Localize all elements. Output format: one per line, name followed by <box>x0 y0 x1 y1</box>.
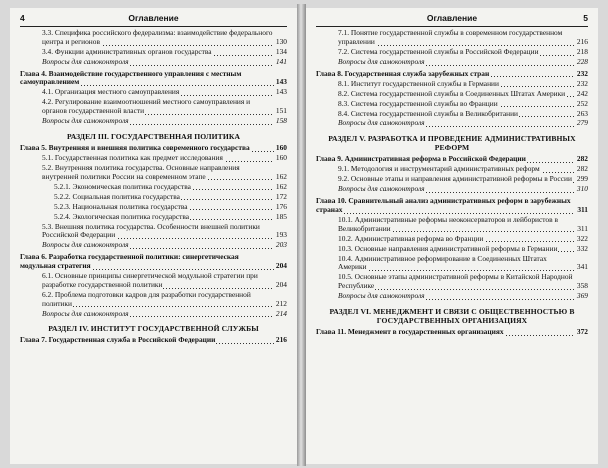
toc-entry-title: 5.2. Внутренняя политика государства. Основные направления внутренней политики России на современном этапе <box>42 162 240 181</box>
toc-entry <box>316 255 588 273</box>
toc-entry <box>20 193 287 202</box>
toc-entry-title: 3.3. Специфика российского федерализма: взаимодействие федерального центра и регионов <box>42 28 273 46</box>
toc-entry <box>20 183 287 192</box>
toc-page-number: 162 <box>275 181 287 191</box>
toc-page-number: 282 <box>576 164 588 174</box>
toc-questions-entry <box>316 292 588 301</box>
toc-entry <box>20 291 287 309</box>
toc-page-number: 203 <box>275 240 287 250</box>
toc-entry-title: Глава 7. Государственная служба в Российской Федерации <box>20 335 216 345</box>
toc-entry <box>316 273 588 291</box>
toc-questions-entry <box>316 58 588 67</box>
toc-entry-title: Вопросы для самоконтроля <box>42 240 129 250</box>
book-gutter <box>297 4 306 466</box>
toc-entry <box>316 80 588 89</box>
toc-entry-title: 9.2. Основные этапы и направления административной реформы в России <box>338 174 572 184</box>
toc-questions-entry <box>20 241 287 250</box>
toc-entry-title: 5.2.4. Экологическая политика государства <box>54 211 190 221</box>
toc-page-number: 358 <box>576 281 588 291</box>
toc-entry-title: 5.2.1. Экономическая политика государства <box>54 181 191 191</box>
toc-page-number: 185 <box>275 211 287 221</box>
toc-entry-title: 10.5. Основные этапы административной реформы в Китайской Народной Республике <box>338 272 573 291</box>
toc-entry-title: 5.2.3. Национальная политика государства <box>54 201 188 211</box>
toc-page-number: 310 <box>576 184 588 194</box>
toc-questions-entry <box>316 185 588 194</box>
toc-page-number: 216 <box>576 36 588 46</box>
toc-entry-title: Вопросы для самоконтроля <box>338 291 425 301</box>
toc-entry <box>20 272 287 290</box>
toc-entry <box>316 29 588 47</box>
toc-page-number: 216 <box>275 335 287 345</box>
toc-entry <box>20 88 287 97</box>
toc-entry-title: Вопросы для самоконтроля <box>42 116 129 126</box>
toc-entry-title: 5.2.2. Социальная политика государства <box>54 191 180 201</box>
page-number: 5 <box>583 13 588 23</box>
toc-entry-title: Глава 6. Разработка государственной политики: синергетическая модульная стратегия <box>20 252 239 270</box>
toc-entry-title: 9.1. Методология и инструментарий административных реформ <box>338 164 540 174</box>
toc-entry-title: 8.2. Система государственной службы в Соединенных Штатах Америки <box>338 88 566 98</box>
toc-page-number: 242 <box>576 88 588 98</box>
toc-entry <box>316 90 588 99</box>
toc-page-number: 232 <box>576 68 588 78</box>
toc-page-number: 232 <box>576 78 588 88</box>
toc-entry <box>20 164 287 182</box>
toc-entry-title: 8.1. Институт государственной службы в Германии <box>338 78 499 88</box>
toc-entry-title: 5.3. Внешняя политика государства. Особенности внешней политики Российской Федерации <box>42 221 260 240</box>
toc-entry <box>316 175 588 184</box>
toc-entry-title: Глава 11. Менеджмент в государственных организациях <box>316 326 504 336</box>
toc-page-number: 143 <box>275 77 287 87</box>
toc-page-number: 322 <box>576 233 588 243</box>
toc-chapter-entry <box>316 155 588 164</box>
section-heading: РАЗДЕЛ III. ГОСУДАРСТВЕННАЯ ПОЛИТИКА <box>66 131 241 141</box>
toc-page-number: 158 <box>275 116 287 126</box>
toc-entry-title: Вопросы для самоконтроля <box>338 118 425 128</box>
toc-entry <box>316 165 588 174</box>
toc-page-number: 341 <box>576 262 588 272</box>
table-of-contents <box>316 29 588 337</box>
toc-entry <box>20 203 287 212</box>
toc-page-number: 172 <box>275 191 287 201</box>
toc-chapter-entry <box>20 336 287 345</box>
toc-entry-title: 10.4. Административное реформирование в Соединенных Штатах Америки <box>338 253 547 272</box>
toc-chapter-entry <box>20 253 287 271</box>
toc-entry-title: 8.4. Система государственной службы в Великобритании <box>338 108 519 118</box>
page-header <box>20 12 287 27</box>
toc-page-number: 311 <box>577 204 588 214</box>
toc-page-number: 143 <box>275 87 287 97</box>
toc-page-number: 212 <box>275 298 287 308</box>
toc-page-number: 134 <box>275 46 287 56</box>
toc-entry-title: 7.1. Понятие государственной службы в современном государственном управлении <box>338 28 563 46</box>
table-of-contents <box>20 29 287 345</box>
toc-page-number: 130 <box>275 36 287 46</box>
toc-entry-title: 7.2. Система государственной службы в Российской Федерации <box>338 46 539 56</box>
toc-entry-title: 4.1. Организация местного самоуправления <box>42 87 180 97</box>
section-heading: РАЗДЕЛ VI. МЕНЕДЖМЕНТ И СВЯЗИ С ОБЩЕСТВЕННОСТЬЮ В ГОСУДАРСТВЕННЫХ ОРГАНИЗАЦИЯХ <box>329 306 575 325</box>
toc-entry-title: Глава 8. Государственная служба зарубежных стран <box>316 68 490 78</box>
toc-questions-entry <box>20 310 287 319</box>
toc-entry <box>20 213 287 222</box>
toc-page-number: 214 <box>275 308 287 318</box>
toc-page-number: 160 <box>275 142 287 152</box>
toc-page-number: 193 <box>275 230 287 240</box>
toc-entry <box>316 100 588 109</box>
toc-entry-title: 10.1. Административные реформы неоконсерваторов и лейбористов в Великобритании <box>338 214 558 233</box>
toc-entry-title: 5.1. Государственная политика как предмет исследования <box>42 152 223 162</box>
toc-entry <box>316 245 588 254</box>
toc-entry-title: 6.1. Основные принципы синергетической модульной стратегии при разработке государственной политики <box>42 270 258 289</box>
page-number: 4 <box>20 13 25 23</box>
toc-entry <box>20 98 287 116</box>
toc-entry-title: 10.3. Основные направления административной реформы в Германии <box>338 243 558 253</box>
toc-entry-title: Глава 4. Взаимодействие государственного управления с местным самоуправлением <box>20 68 242 87</box>
toc-entry <box>20 29 287 47</box>
toc-page-number: 218 <box>576 46 588 56</box>
toc-chapter-entry <box>316 328 588 337</box>
toc-entry <box>20 223 287 241</box>
toc-chapter-entry <box>20 70 287 88</box>
toc-entry <box>316 110 588 119</box>
toc-entry-title: 3.4. Функции административных органов государства <box>42 46 212 56</box>
toc-page-number: 263 <box>576 108 588 118</box>
toc-entry <box>316 235 588 244</box>
page-header <box>316 12 588 27</box>
toc-page-number: 252 <box>576 98 588 108</box>
toc-questions-entry <box>20 58 287 67</box>
toc-entry <box>20 154 287 163</box>
toc-page-number: 299 <box>576 174 588 184</box>
toc-page-number: 160 <box>275 152 287 162</box>
toc-chapter-entry <box>316 70 588 79</box>
toc-entry-title: Вопросы для самоконтроля <box>338 184 425 194</box>
toc-page-number: 282 <box>576 154 588 164</box>
section-heading: РАЗДЕЛ V. РАЗРАБОТКА И ПРОВЕДЕНИЕ АДМИНИСТРАТИВНЫХ РЕФОРМ <box>328 134 576 153</box>
toc-entry <box>316 48 588 57</box>
toc-page-number: 369 <box>576 291 588 301</box>
running-title: Оглавление <box>426 13 478 23</box>
toc-entry-title: Глава 5. Внутренняя и внешняя политика современного государства <box>20 142 250 152</box>
toc-page-number: 162 <box>275 171 287 181</box>
toc-questions-entry <box>20 117 287 126</box>
toc-entry <box>316 216 588 234</box>
toc-page-number: 311 <box>577 223 588 233</box>
running-title: Оглавление <box>128 13 179 23</box>
toc-page-number: 332 <box>576 243 588 253</box>
toc-entry-title: 4.2. Регулирование взаимоотношений местного самоуправления и органов государственной власти <box>42 97 251 116</box>
toc-entry-title: 8.3. Система государственной службы во Франции <box>338 98 498 108</box>
toc-entry-title: Глава 9. Административная реформа в Российской Федерации <box>316 154 526 164</box>
toc-entry-title: Вопросы для самоконтроля <box>42 308 129 318</box>
toc-entry-title: 6.2. Проблема подготовки кадров для разработки государственной политики <box>42 289 251 308</box>
toc-page-number: 151 <box>275 106 287 116</box>
toc-page-number: 372 <box>576 326 588 336</box>
toc-page-number: 176 <box>275 201 287 211</box>
toc-entry-title: Вопросы для самоконтроля <box>42 56 129 66</box>
right-page <box>306 8 598 464</box>
toc-chapter-entry <box>316 197 588 215</box>
toc-entry <box>20 48 287 57</box>
toc-entry-title: Глава 10. Сравнительный анализ административных реформ в зарубежных странах <box>316 196 571 214</box>
toc-page-number: 141 <box>275 56 287 66</box>
left-page <box>10 8 297 464</box>
toc-page-number: 204 <box>275 260 287 270</box>
toc-page-number: 204 <box>275 279 287 289</box>
toc-entry-title: Вопросы для самоконтроля <box>338 56 425 66</box>
section-heading: РАЗДЕЛ IV. ИНСТИТУТ ГОСУДАРСТВЕННОЙ СЛУЖБЫ <box>48 324 259 334</box>
toc-page-number: 228 <box>576 56 588 66</box>
toc-chapter-entry <box>20 144 287 153</box>
toc-entry-title: 10.2. Административная реформа во Франции <box>338 233 484 243</box>
toc-questions-entry <box>316 119 588 128</box>
toc-page-number: 279 <box>576 118 588 128</box>
